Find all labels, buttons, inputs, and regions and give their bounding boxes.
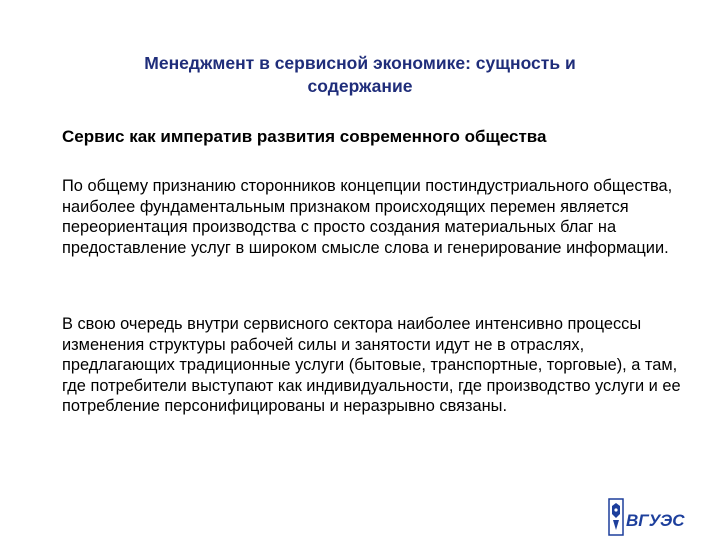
- university-emblem-icon: [608, 498, 692, 538]
- logo-text: ВГУЭС: [626, 511, 685, 530]
- slide-subtitle: Сервис как императив развития современного общества: [62, 127, 547, 146]
- university-logo: [608, 498, 692, 538]
- paragraph-1: По общему признанию сторонников концепции постиндустриального общества, наиболее фундаментальным признаком происходящих перемен является переориентация производства с просто создания материальных благ на предоставление услуг в широком смысле слова и генерирование информации.: [62, 177, 673, 257]
- paragraph-2: В свою очередь внутри сервисного сектора наиболее интенсивно процессы изменения структуры рабочей силы и занятости идут не в отраслях, предлагающих традиционные услуги (бытовые, транспортные, торговые), а там, где потребители выступают как индивидуальности, где производство услуги и ее потребление персонифицированы и неразрывно связаны.: [62, 315, 681, 415]
- slide-title: Менеджмент в сервисной экономике: сущность и содержание: [144, 53, 576, 96]
